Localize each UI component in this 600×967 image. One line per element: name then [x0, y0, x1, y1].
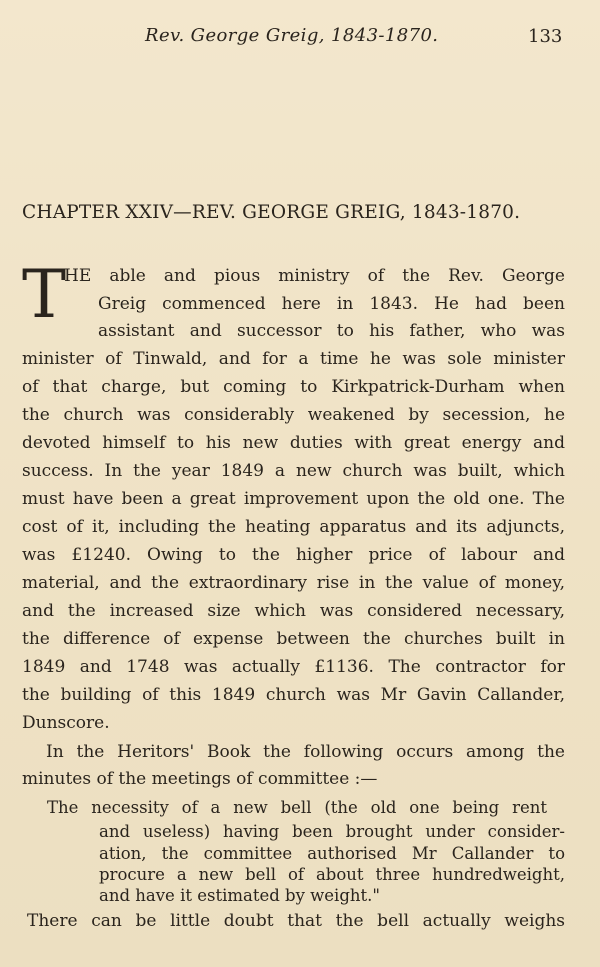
running-head: [0, 20, 600, 50]
paragraph-1-line: was £1240. Owing to the higher price of labour and: [22, 545, 565, 565]
quotation-line: ation, the committee authorised Mr Callander to: [99, 844, 565, 863]
paragraph-1-line: assistant and successor to his father, who was: [98, 321, 565, 341]
paragraph-1-line: HE able and pious ministry of the Rev. George: [64, 266, 565, 286]
quotation-line: The necessity of a new bell (the old one being rent: [47, 798, 547, 817]
page-number: 133: [528, 26, 563, 47]
paragraph-1-line: devoted himself to his new duties with great energy and: [22, 433, 565, 453]
paragraph-2-line: In the Heritors' Book the following occurs among the: [46, 742, 565, 762]
paragraph-1-line: of that charge, but coming to Kirkpatrick-Durham when: [22, 377, 565, 397]
paragraph-2-line: minutes of the meetings of committee :—: [22, 769, 378, 789]
quotation-line: procure a new bell of about three hundredweight,: [99, 865, 565, 884]
paragraph-1-line: 1849 and 1748 was actually £1136. The contractor for: [22, 657, 565, 677]
drop-cap: T: [22, 256, 67, 333]
paragraph-1-line: material, and the extraordinary rise in the value of money,: [22, 573, 565, 593]
paragraph-1-line: the church was considerably weakened by secession, he: [22, 405, 565, 425]
quotation-line: and useless) having been brought under consider-: [99, 822, 565, 841]
chapter-heading: CHAPTER XXIV—REV. GEORGE GREIG, 1843-1870.: [22, 202, 521, 223]
paragraph-1-line: the building of this 1849 church was Mr Gavin Callander,: [22, 685, 565, 705]
paragraph-1-line: Dunscore.: [22, 713, 110, 733]
paragraph-1-line: minister of Tinwald, and for a time he was sole minister: [22, 349, 565, 369]
paragraph-1-line: success. In the year 1849 a new church was built, which: [22, 461, 565, 481]
paragraph-1-line: the difference of expense between the churches built in: [22, 629, 565, 649]
paragraph-3-line: There can be little doubt that the bell actually weighs: [27, 911, 565, 931]
running-head-title: Rev. George Greig, 1843-1870.: [145, 25, 439, 46]
paragraph-1-line: must have been a great improvement upon the old one. The: [22, 489, 565, 509]
paragraph-1-line: cost of it, including the heating apparatus and its adjuncts,: [22, 517, 565, 537]
paragraph-1-line: and the increased size which was considered necessary,: [22, 601, 565, 621]
quotation-line: and have it estimated by weight.": [99, 886, 380, 905]
paragraph-1-line: Greig commenced here in 1843. He had been: [98, 294, 565, 314]
